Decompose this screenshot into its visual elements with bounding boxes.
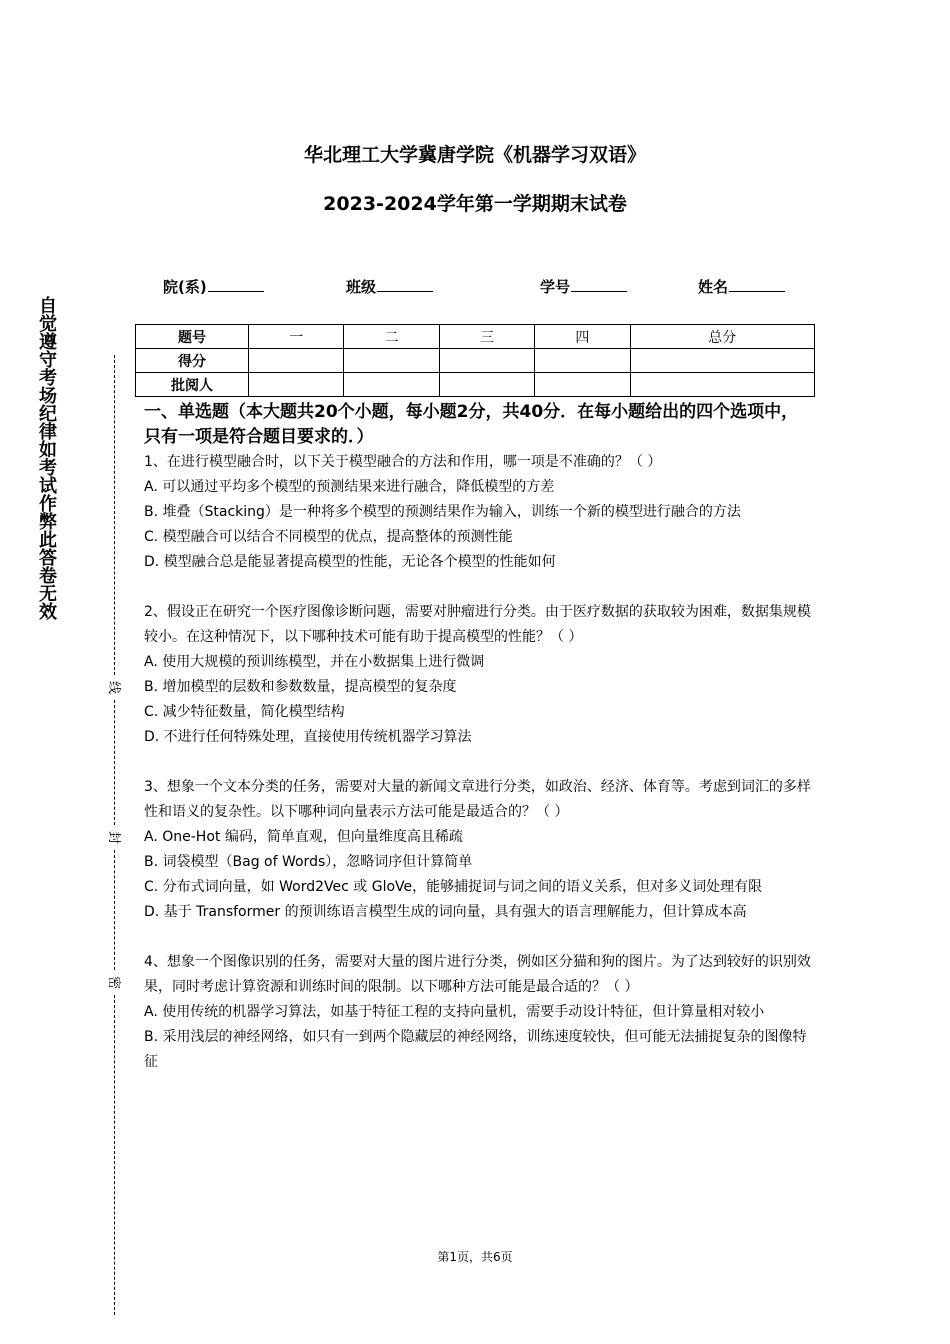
- score-row: [136, 349, 815, 373]
- option-b[interactable]: B. 采用浅层的神经网络，如只有一到两个隐藏层的神经网络，训练速度较快，但可能无法捕捉复杂的图像特征: [144, 1029, 807, 1070]
- row-label: 得分: [136, 349, 249, 373]
- question-stem: 1、在进行模型融合时，以下关于模型融合的方法和作用，哪一项是不准确的？（ ）: [144, 454, 662, 470]
- binding-line: [114, 355, 115, 675]
- field-student-id[interactable]: [540, 276, 627, 297]
- field-blank[interactable]: [377, 277, 433, 292]
- option-c[interactable]: C. 模型融合可以结合不同模型的优点，提高整体的预测性能: [144, 529, 513, 545]
- table-header-cell: 二: [344, 325, 439, 349]
- exam-subtitle: 2023-2024学年第一学期期末试卷: [323, 193, 627, 215]
- seal-mark-seal: 封: [106, 830, 122, 845]
- seal-mark-secret: 密: [106, 975, 122, 990]
- question-stem: 4、想象一个图像识别的任务，需要对大量的图片进行分类，例如区分猫和狗的图片。为了达到较好的识别效果，同时考虑计算资源和训练时间的限制。以下哪种方法可能是最合适的？（ ）: [144, 954, 811, 995]
- binding-line: [114, 700, 115, 825]
- option-b[interactable]: B. 词袋模型（Bag of Words），忽略词序但计算简单: [144, 854, 473, 870]
- score-table: [135, 324, 815, 397]
- score-cell[interactable]: [535, 349, 630, 373]
- option-b[interactable]: B. 堆叠（Stacking）是一种将多个模型的预测结果作为输入，训练一个新的模型进行融合的方法: [144, 504, 741, 520]
- grader-cell[interactable]: [535, 373, 630, 397]
- option-d[interactable]: D. 模型融合总是能显著提高模型的性能，无论各个模型的性能如何: [144, 554, 556, 570]
- question-stem: 2、假设正在研究一个医疗图像诊断问题，需要对肿瘤进行分类。由于医疗数据的获取较为困难，数据集规模较小。在这种情况下，以下哪种技术可能有助于提高模型的性能？（ ）: [144, 604, 811, 645]
- option-a[interactable]: A. 使用大规模的预训练模型，并在小数据集上进行微调: [144, 654, 485, 670]
- side-notice: 自觉遵守考场纪律如考试作弊此答卷无效: [36, 296, 57, 620]
- field-blank[interactable]: [729, 277, 785, 292]
- question-stem: 3、想象一个文本分类的任务，需要对大量的新闻文章进行分类，如政治、经济、体育等。考虑到词汇的多样性和语义的复杂性。以下哪种词向量表示方法可能是最适合的？（ ）: [144, 779, 811, 820]
- option-c[interactable]: C. 分布式词向量，如 Word2Vec 或 GloVe，能够捕捉词与词之间的语义关系，但对多义词处理有限: [144, 879, 763, 895]
- option-d[interactable]: D. 基于 Transformer 的预训练语言模型生成的词向量，具有强大的语言理解能力，但计算成本高: [144, 904, 747, 920]
- option-a[interactable]: A. 使用传统的机器学习算法，如基于特征工程的支持向量机，需要手动设计特征，但计算量相对较小: [144, 1004, 765, 1020]
- field-label: 姓名: [698, 278, 729, 296]
- score-cell[interactable]: [344, 349, 439, 373]
- exam-title: 华北理工大学冀唐学院《机器学习双语》: [303, 144, 646, 166]
- option-a[interactable]: A. 可以通过平均多个模型的预测结果来进行融合，降低模型的方差: [144, 479, 555, 495]
- table-header-cell: 三: [439, 325, 534, 349]
- field-name[interactable]: [698, 276, 785, 297]
- grader-row: [136, 373, 815, 397]
- field-department[interactable]: [163, 276, 264, 297]
- grader-cell[interactable]: [630, 373, 814, 397]
- binding-line: [114, 995, 115, 1315]
- section-heading: 一、单选题（本大题共20个小题，每小题2分，共40分．在每小题给出的四个选项中，只有一项是符合题目要求的．）: [144, 402, 799, 447]
- table-header-cell: 题号: [136, 325, 249, 349]
- score-table-header-row: [136, 325, 815, 349]
- question-2: [144, 600, 812, 750]
- seal-mark-line: 线: [106, 680, 122, 695]
- field-blank[interactable]: [571, 277, 627, 292]
- question-3: [144, 775, 812, 925]
- field-label: 院(系): [163, 278, 207, 296]
- table-header-cell: 总分: [630, 325, 814, 349]
- binding-line: [114, 850, 115, 970]
- score-cell[interactable]: [630, 349, 814, 373]
- question-4: [144, 950, 812, 1075]
- field-label: 班级: [346, 278, 377, 296]
- page-number: 第1页，共6页: [437, 1250, 513, 1264]
- table-header-cell: 四: [535, 325, 630, 349]
- field-blank[interactable]: [208, 277, 264, 292]
- option-a[interactable]: A. One-Hot 编码，简单直观，但向量维度高且稀疏: [144, 829, 463, 845]
- question-1: [144, 450, 812, 575]
- exam-content: [144, 400, 812, 1075]
- grader-cell[interactable]: [439, 373, 534, 397]
- grader-cell[interactable]: [344, 373, 439, 397]
- field-class[interactable]: [346, 276, 433, 297]
- option-c[interactable]: C. 减少特征数量，简化模型结构: [144, 704, 345, 720]
- option-d[interactable]: D. 不进行任何特殊处理，直接使用传统机器学习算法: [144, 729, 472, 745]
- score-cell[interactable]: [439, 349, 534, 373]
- row-label: 批阅人: [136, 373, 249, 397]
- score-cell[interactable]: [249, 349, 344, 373]
- field-label: 学号: [540, 278, 571, 296]
- table-header-cell: 一: [249, 325, 344, 349]
- option-b[interactable]: B. 增加模型的层数和参数数量，提高模型的复杂度: [144, 679, 457, 695]
- grader-cell[interactable]: [249, 373, 344, 397]
